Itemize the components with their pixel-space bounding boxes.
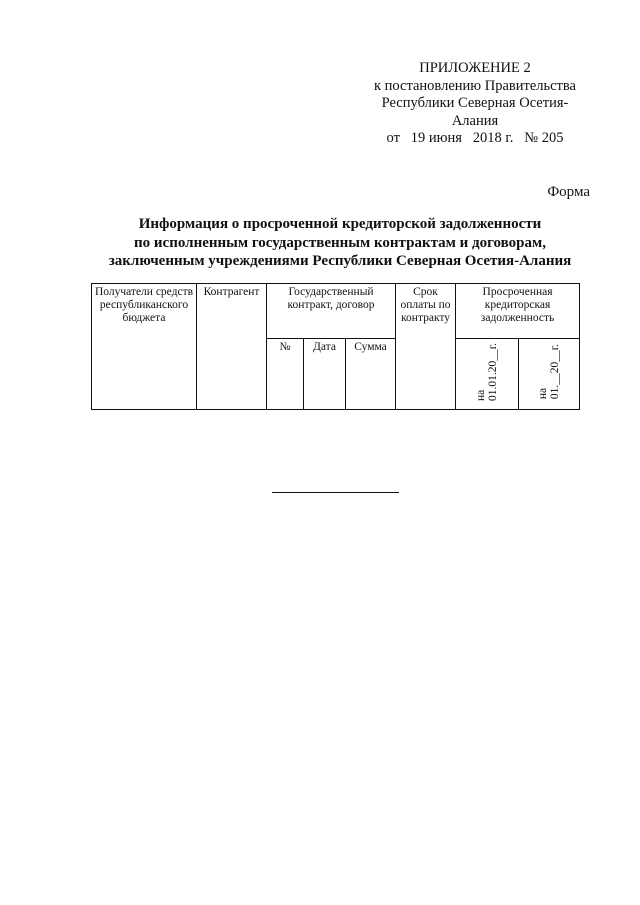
document-title-line-2: по исполненным государственным контрактам и договорам, [134,234,546,251]
report-form-table [91,283,580,410]
header-sum: Сумма [346,339,396,410]
appendix-line-3: Алания [451,112,499,129]
overdue-date-2-value: 01.__20__г. [549,344,562,400]
overdue-date-1-prefix: на [475,389,488,402]
document-title-line-1: Информация о просроченной кредиторской задолженности [138,216,542,232]
header-overdue: Просроченная кредиторская задолженность [456,284,580,339]
overdue-date-2-prefix: на [537,388,550,400]
appendix-line-1: к постановлению Правительства [374,77,576,94]
appendix-header [340,60,610,148]
header-payment-term: Срок оплаты по контракту [396,284,456,410]
appendix-reference: от 19 июня 2018 г. № 205 [386,130,564,146]
header-date: Дата [304,339,346,410]
appendix-title: ПРИЛОЖЕНИЕ 2 [419,60,531,76]
header-overdue-date-2 [519,339,580,410]
document-title-line-3: заключенным учреждениями Республики Северная Осетия-Алания [108,253,572,269]
overdue-date-1-value: 01.01.20__г. [487,342,500,402]
end-separator-line [272,492,399,493]
header-contract: Государственный контракт, договор [267,284,396,339]
header-number: № [267,339,304,410]
header-counterparty: Контрагент [197,284,267,410]
appendix-line-2: Республики Северная Осетия- [381,95,569,111]
header-recipients: Получатели средств республиканского бюджета [92,284,197,410]
document-title [60,215,620,271]
header-overdue-date-1 [456,339,519,410]
form-label: Форма [547,184,590,200]
